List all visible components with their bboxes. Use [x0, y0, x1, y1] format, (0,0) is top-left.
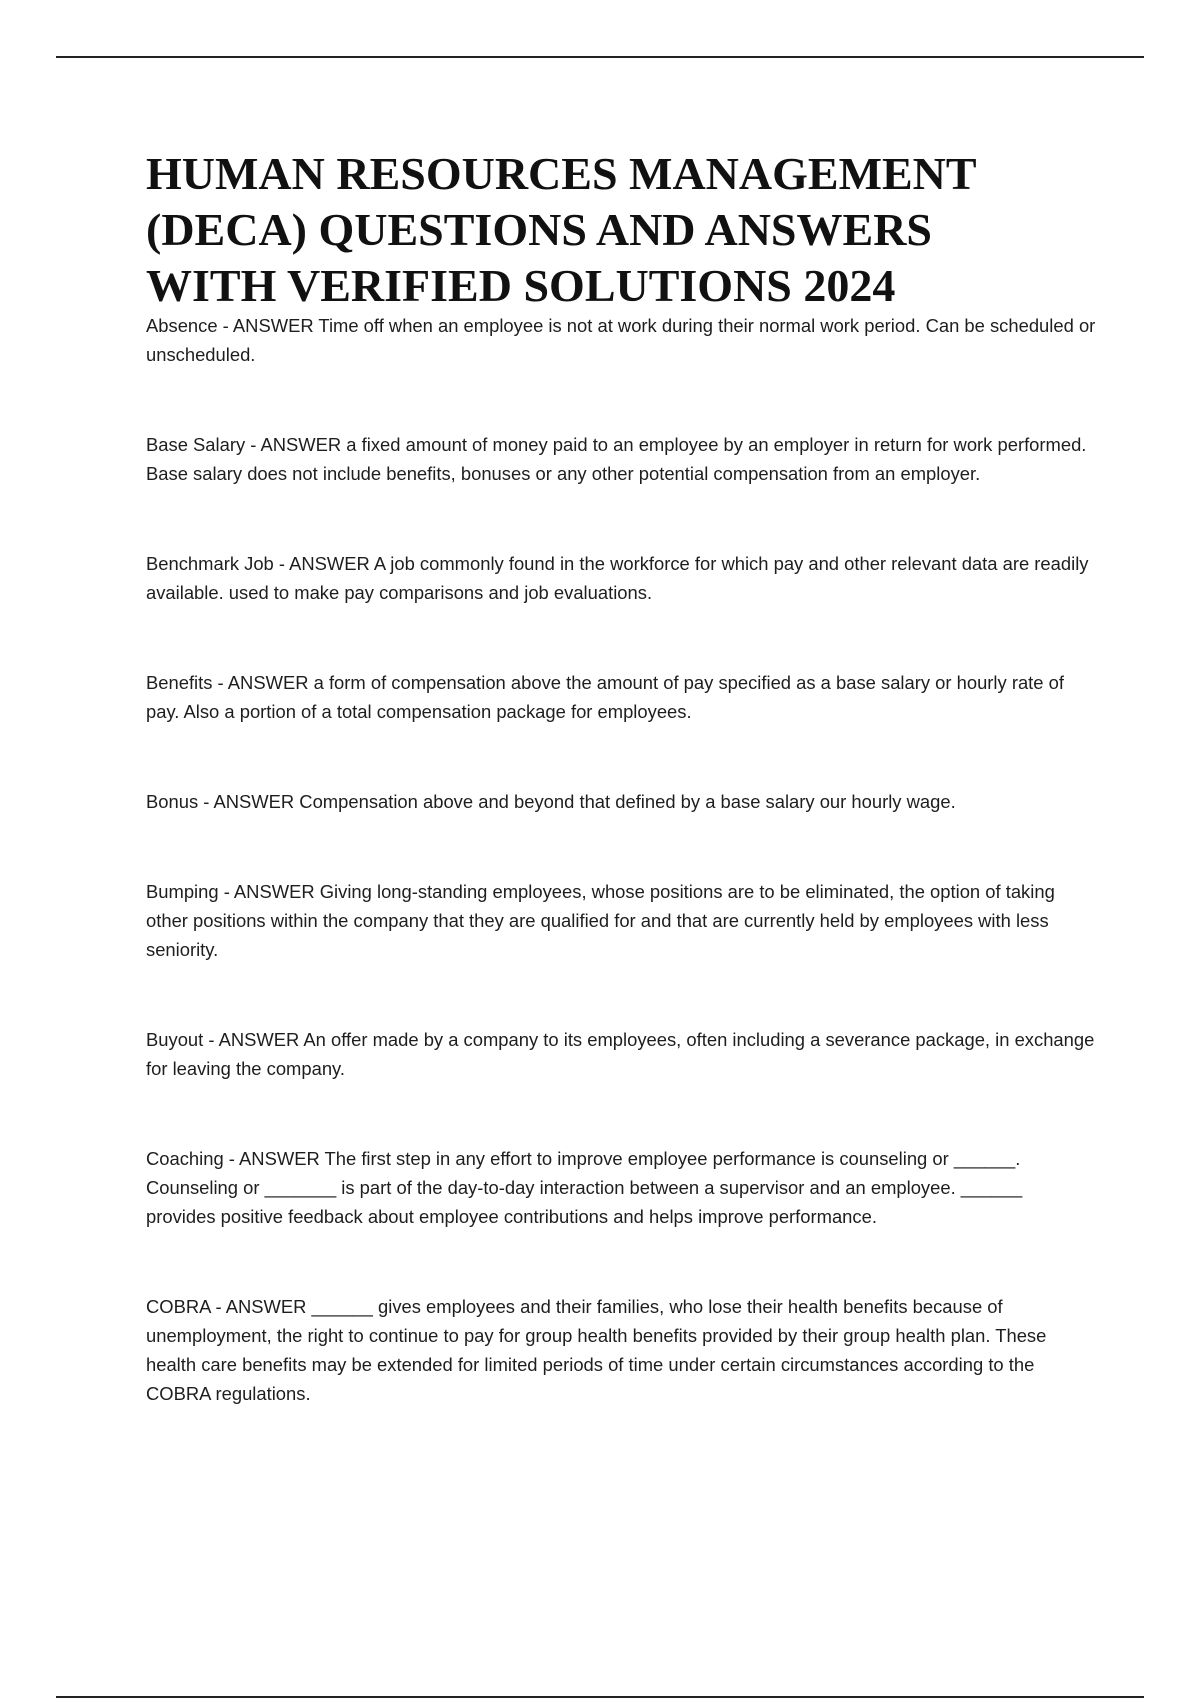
top-divider	[56, 56, 1144, 58]
entry-base-salary: Base Salary - ANSWER a fixed amount of money paid to an employee by an employer in return for work performed. Base salary does not include benefits, bonuses or any other potential compensation from an employer.	[146, 434, 1087, 484]
entry-absence: Absence - ANSWER Time off when an employee is not at work during their normal work period. Can be scheduled or unscheduled.	[146, 315, 1096, 365]
entry-cobra: COBRA - ANSWER ______ gives employees and their families, who lose their health benefits because of unemployment, the right to continue to pay for group health benefits provided by their group health plan. These health care benefits may be extended for limited periods of time under certain circumstances according to the COBRA regulations.	[146, 1296, 1047, 1404]
entry-benefits: Benefits - ANSWER a form of compensation above the amount of pay specified as a base salary or hourly rate of pay. Also a portion of a total compensation package for employees.	[146, 672, 1064, 722]
entry-bonus: Bonus - ANSWER Compensation above and beyond that defined by a base salary our hourly wage.	[146, 791, 956, 812]
glossary-entries	[146, 311, 1096, 1408]
entry-buyout: Buyout - ANSWER An offer made by a company to its employees, often including a severance package, in exchange for leaving the company.	[146, 1029, 1095, 1079]
title-line: (DECA) QUESTIONS AND ANSWERS	[146, 204, 932, 255]
entry-coaching: Coaching - ANSWER The first step in any effort to improve employee performance is counseling or ______. Counseling or _______ is part of the day-to-day interaction between a supervisor and an employee. ______ provides positive feedback about employee contributions and helps improve performance.	[146, 1148, 1023, 1227]
bottom-divider	[56, 1696, 1144, 1698]
entry-bumping: Bumping - ANSWER Giving long-standing employees, whose positions are to be eliminated, the option of taking other positions within the company that they are qualified for and that are currently held by employees with less seniority.	[146, 881, 1055, 960]
title-line: WITH VERIFIED SOLUTIONS 2024	[146, 260, 896, 311]
entry-benchmark-job: Benchmark Job - ANSWER A job commonly found in the workforce for which pay and other relevant data are readily available. used to make pay comparisons and job evaluations.	[146, 553, 1089, 603]
title-line: HUMAN RESOURCES MANAGEMENT	[146, 148, 977, 199]
document-title	[146, 146, 1106, 314]
